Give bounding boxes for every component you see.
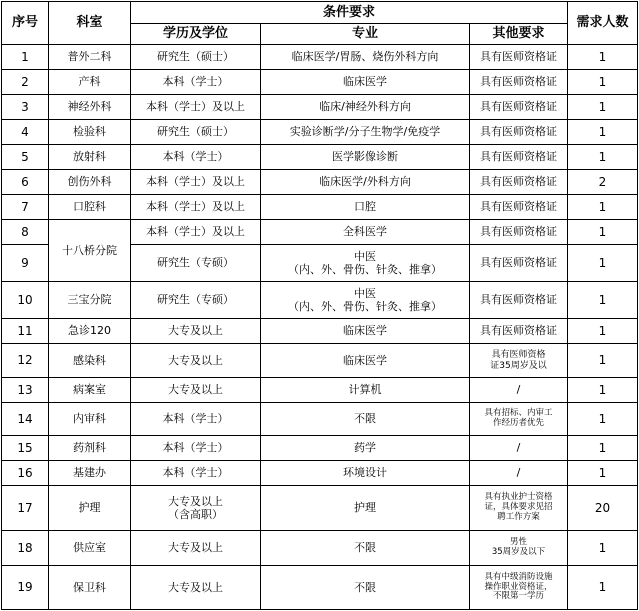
row-other-line: 作经历者优先	[492, 418, 544, 428]
row-other-line: 具有中级消防设施	[484, 571, 553, 582]
row-other	[470, 344, 568, 378]
row-department: 普外二科	[49, 45, 131, 70]
row-count: 1	[568, 344, 638, 378]
row-major: 环境设计	[261, 461, 470, 486]
row-other: /	[470, 378, 568, 403]
table-row	[2, 145, 638, 170]
row-index: 16	[2, 461, 49, 486]
row-count: 1	[568, 403, 638, 436]
table-row	[2, 170, 638, 195]
row-other: /	[470, 436, 568, 461]
row-education: 研究生（专硕）	[131, 282, 261, 319]
row-count: 1	[568, 145, 638, 170]
row-education: 本科（学士）及以上	[131, 195, 261, 220]
row-department: 创伤外科	[49, 170, 131, 195]
row-other-line: 具有医师资格	[491, 350, 546, 361]
row-department: 药剂科	[49, 436, 131, 461]
table-row	[2, 566, 638, 610]
row-other-line: 操作职业资格证，	[484, 581, 553, 592]
recruitment-table	[1, 1, 638, 610]
row-index: 6	[2, 170, 49, 195]
row-index: 19	[2, 566, 49, 610]
row-other-line: 证，具体要求见招	[484, 502, 553, 513]
row-education: 本科（学士）	[131, 403, 261, 436]
row-index: 11	[2, 319, 49, 344]
row-index: 10	[2, 282, 49, 319]
table-row	[2, 344, 638, 378]
row-major-line: （内、外、骨伤、针灸、推拿）	[288, 263, 442, 276]
row-index: 15	[2, 436, 49, 461]
row-department: 口腔科	[49, 195, 131, 220]
header-other: 其他要求	[470, 24, 568, 45]
row-other-line: 男性	[509, 537, 527, 548]
row-count: 1	[568, 70, 638, 95]
row-major: 不限	[261, 531, 470, 566]
row-index: 5	[2, 145, 49, 170]
row-count: 1	[568, 95, 638, 120]
header-major: 专业	[261, 24, 470, 45]
row-education: 研究生（硕士）	[131, 120, 261, 145]
row-major: 临床医学/外科方向	[261, 170, 470, 195]
row-major: 临床医学/胃肠、烧伤外科方向	[261, 45, 470, 70]
row-education-line: 大专及以上	[168, 494, 223, 508]
header-education: 学历及学位	[131, 24, 261, 45]
row-major: 全科医学	[261, 220, 470, 245]
row-major: 临床医学	[261, 70, 470, 95]
row-other	[470, 403, 568, 436]
table-row	[2, 531, 638, 566]
row-count: 1	[568, 220, 638, 245]
row-other-line: 具有执业护士资格	[484, 492, 553, 503]
table-row	[2, 220, 638, 245]
row-other-line: 不限第一学历	[492, 591, 544, 602]
row-other	[470, 531, 568, 566]
row-department: 检验科	[49, 120, 131, 145]
row-other: 具有医师资格证	[470, 95, 568, 120]
row-index: 3	[2, 95, 49, 120]
row-other: 具有医师资格证	[470, 195, 568, 220]
table-row	[2, 378, 638, 403]
row-count: 2	[568, 170, 638, 195]
row-major: 不限	[261, 403, 470, 436]
row-index: 4	[2, 120, 49, 145]
row-education: 本科（学士）	[131, 461, 261, 486]
row-major	[261, 282, 470, 319]
row-index: 1	[2, 45, 49, 70]
row-count: 20	[568, 486, 638, 531]
table-row	[2, 120, 638, 145]
row-major: 口腔	[261, 195, 470, 220]
row-other-line: 证35周岁及以	[490, 360, 547, 371]
header-count: 需求人数	[568, 2, 638, 45]
row-education: 本科（学士）	[131, 70, 261, 95]
row-other: /	[470, 461, 568, 486]
table-row	[2, 45, 638, 70]
table-row	[2, 403, 638, 436]
row-count: 1	[568, 531, 638, 566]
row-department: 护理	[49, 486, 131, 531]
row-major: 临床医学	[261, 319, 470, 344]
row-major: 医学影像诊断	[261, 145, 470, 170]
row-count: 1	[568, 378, 638, 403]
row-major: 不限	[261, 566, 470, 610]
row-department: 供应室	[49, 531, 131, 566]
row-other-line: 35周岁及以下	[491, 547, 546, 557]
row-education: 研究生（专硕）	[131, 245, 261, 282]
row-education	[131, 486, 261, 531]
row-other: 具有医师资格证	[470, 70, 568, 95]
table-row	[2, 70, 638, 95]
row-department: 保卫科	[49, 566, 131, 610]
header-index: 序号	[2, 2, 49, 45]
row-major	[261, 245, 470, 282]
header-conditions: 条件要求	[131, 2, 568, 24]
row-major: 临床医学	[261, 344, 470, 378]
row-other: 具有医师资格证	[470, 245, 568, 282]
row-education: 本科（学士）及以上	[131, 95, 261, 120]
row-education: 大专及以上	[131, 531, 261, 566]
row-other: 具有医师资格证	[470, 45, 568, 70]
row-count: 1	[568, 245, 638, 282]
row-education: 研究生（硕士）	[131, 45, 261, 70]
row-count: 1	[568, 282, 638, 319]
row-major: 护理	[261, 486, 470, 531]
table-row	[2, 461, 638, 486]
row-index: 8	[2, 220, 49, 245]
row-index: 14	[2, 403, 49, 436]
row-index: 17	[2, 486, 49, 531]
row-other: 具有医师资格证	[470, 319, 568, 344]
row-education: 本科（学士）及以上	[131, 220, 261, 245]
row-count: 1	[568, 566, 638, 610]
row-other	[470, 486, 568, 531]
row-index: 2	[2, 70, 49, 95]
row-department: 急诊120	[49, 319, 131, 344]
table-row	[2, 319, 638, 344]
row-department: 感染科	[49, 344, 131, 378]
row-other-line: 聘工作方案	[497, 511, 540, 522]
row-department: 病案室	[49, 378, 131, 403]
row-education: 大专及以上	[131, 319, 261, 344]
row-other: 具有医师资格证	[470, 145, 568, 170]
row-index: 13	[2, 378, 49, 403]
row-other	[470, 566, 568, 610]
row-count: 1	[568, 319, 638, 344]
row-other: 具有医师资格证	[470, 282, 568, 319]
row-count: 1	[568, 195, 638, 220]
row-index: 18	[2, 531, 49, 566]
row-department: 内审科	[49, 403, 131, 436]
row-other-line: 具有招标、内审工	[484, 408, 553, 419]
row-count: 1	[568, 45, 638, 70]
header-department: 科室	[49, 2, 131, 45]
table-row	[2, 486, 638, 531]
row-education-line: （含高职）	[168, 508, 223, 521]
row-count: 1	[568, 120, 638, 145]
row-education: 大专及以上	[131, 566, 261, 610]
row-other: 具有医师资格证	[470, 220, 568, 245]
row-major: 实验诊断学/分子生物学/免疫学	[261, 120, 470, 145]
table-row	[2, 282, 638, 319]
row-other: 具有医师资格证	[470, 170, 568, 195]
row-department: 三宝分院	[49, 282, 131, 319]
row-department: 基建办	[49, 461, 131, 486]
row-department: 放射科	[49, 145, 131, 170]
row-education: 大专及以上	[131, 378, 261, 403]
row-education: 本科（学士）	[131, 145, 261, 170]
row-education: 大专及以上	[131, 344, 261, 378]
row-education: 本科（学士）及以上	[131, 170, 261, 195]
row-index: 7	[2, 195, 49, 220]
row-other: 具有医师资格证	[470, 120, 568, 145]
row-count: 1	[568, 436, 638, 461]
row-index: 12	[2, 344, 49, 378]
table-row	[2, 195, 638, 220]
row-department: 十八桥分院	[49, 220, 131, 282]
row-department: 神经外科	[49, 95, 131, 120]
row-major: 药学	[261, 436, 470, 461]
table-row	[2, 95, 638, 120]
row-major: 临床/神经外科方向	[261, 95, 470, 120]
row-major-line: （内、外、骨伤、针灸、推拿）	[288, 300, 442, 313]
row-major-line: 中医	[354, 249, 376, 263]
row-major: 计算机	[261, 378, 470, 403]
row-major-line: 中医	[354, 286, 376, 300]
row-department: 产科	[49, 70, 131, 95]
row-count: 1	[568, 461, 638, 486]
table-row	[2, 436, 638, 461]
row-education: 本科（学士）	[131, 436, 261, 461]
row-index: 9	[2, 245, 49, 282]
